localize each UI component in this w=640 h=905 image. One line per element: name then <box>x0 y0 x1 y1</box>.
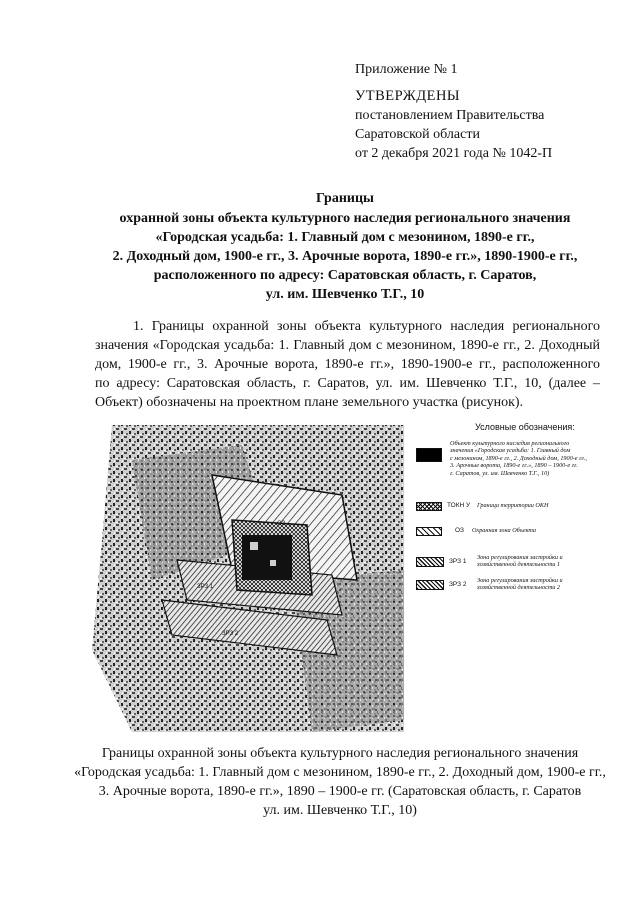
map-label-oz: ОЗ <box>277 521 286 527</box>
caption-line: 3. Арочные ворота, 1890-е гг.», 1890 – 1900-е гг. (Саратовская область, г. Саратов <box>98 784 582 799</box>
legend-swatch-oz <box>416 527 442 536</box>
figure-caption <box>60 744 620 820</box>
title-line-6: ул. им. Шевченко Т.Г., 10 <box>265 287 425 302</box>
legend-item-zrz1 <box>477 554 563 569</box>
legend-code-okn: ТОКН У <box>447 502 471 509</box>
legend-line: значения «Городская усадьба: 1. Главный дом <box>450 447 571 455</box>
legend-code-zrz2: ЗРЗ 2 <box>449 581 467 588</box>
object-building-detail <box>250 542 258 550</box>
legend-item-oz <box>472 527 536 534</box>
approved-title: УТВЕРЖДЕНЫ <box>355 88 461 104</box>
legend-line: Зона регулирования застройки и <box>477 554 563 561</box>
caption-line: Границы охранной зоны объекта культурного наследия регионального значения <box>101 746 579 761</box>
legend-line: Объект культурного наследия регионального <box>450 440 570 447</box>
legend-line: хозяйственной деятельности 1 <box>477 561 561 569</box>
legend-line: Граница территории ОКН <box>477 502 549 509</box>
legend-line: Зона регулирования застройки и <box>477 577 563 584</box>
title-line-5: расположенного по адресу: Саратовская область, г. Саратов, <box>153 268 537 283</box>
legend-line: с мезонином, 1890-е гг., 2. Доходный дом, 1900-е гг., <box>450 454 587 462</box>
map-label-zrz1: ЗРЗ 1 <box>197 584 214 590</box>
legend-line: 3. Арочные ворота, 1890-е гг.», 1890 – 1900-е гг. <box>450 462 578 470</box>
caption-line: «Городская усадьба: 1. Главный дом с мезонином, 1890-е гг., 2. Доходный дом, 1900-е гг., <box>74 765 606 780</box>
approved-line-3: от 2 декабря 2021 года № 1042-П <box>355 146 553 161</box>
legend-swatch-object <box>416 448 442 462</box>
title-line-3: «Городская усадьба: 1. Главный дом с мезонином, 1890-е гг., <box>155 230 535 245</box>
legend-item-okn <box>477 502 548 509</box>
site-plan-map <box>92 420 404 732</box>
title-line-2: охранной зоны объекта культурного наследия регионального значения <box>119 211 571 226</box>
legend-line: хозяйственной деятельности 2 <box>477 584 561 592</box>
legend-line: г. Саратов, ул. им. Шевченко Т.Г., 10) <box>450 469 550 477</box>
legend-item-zrz2 <box>477 577 563 592</box>
body-paragraph <box>95 317 600 412</box>
paragraph-line: по адресу: Саратовская область, г. Саратов, ул. им. Шевченко Т.Г., 10, (далее – <box>95 376 600 391</box>
appendix-label: Приложение № 1 <box>355 62 458 77</box>
legend-title: Условные обозначения: <box>475 422 575 432</box>
paragraph-line: 1. Границы охранной зоны объекта культурного наследия регионального <box>133 319 600 334</box>
legend-swatch-zrz1 <box>416 557 444 567</box>
legend-code-zrz1: ЗРЗ 1 <box>449 558 467 565</box>
site-plan-svg <box>92 420 404 732</box>
object-building-detail <box>270 560 276 566</box>
title-line-1: Границы <box>316 191 374 206</box>
legend-swatch-zrz2 <box>416 580 444 590</box>
legend-item-object <box>450 440 587 477</box>
approved-line-2: Саратовской области <box>355 127 480 142</box>
approved-line-1: постановлением Правительства <box>355 108 545 123</box>
paragraph-line: Объект) обозначены на проектном плане земельного участка (рисунок). <box>95 395 524 410</box>
caption-line: ул. им. Шевченко Т.Г., 10) <box>263 803 417 818</box>
legend-line: Охранная зона Объекта <box>472 527 537 534</box>
paragraph-line: дом, 1900-е гг., 3. Арочные ворота, 1890-е гг.», 1890-1900-е гг., расположенного <box>95 357 600 372</box>
legend-code-oz: ОЗ <box>455 527 464 534</box>
object-building <box>242 535 292 580</box>
map-label-zrz2: ЗРЗ 2 <box>222 631 239 637</box>
legend-swatch-okn <box>416 502 442 511</box>
title-line-4: 2. Доходный дом, 1900-е гг., 3. Арочные ворота, 1890-е гг.», 1890-1900-е гг., <box>112 249 578 264</box>
paragraph-line: значения «Городская усадьба: 1. Главный дом с мезонином, 1890-е гг., 2. Доходный <box>95 338 600 353</box>
